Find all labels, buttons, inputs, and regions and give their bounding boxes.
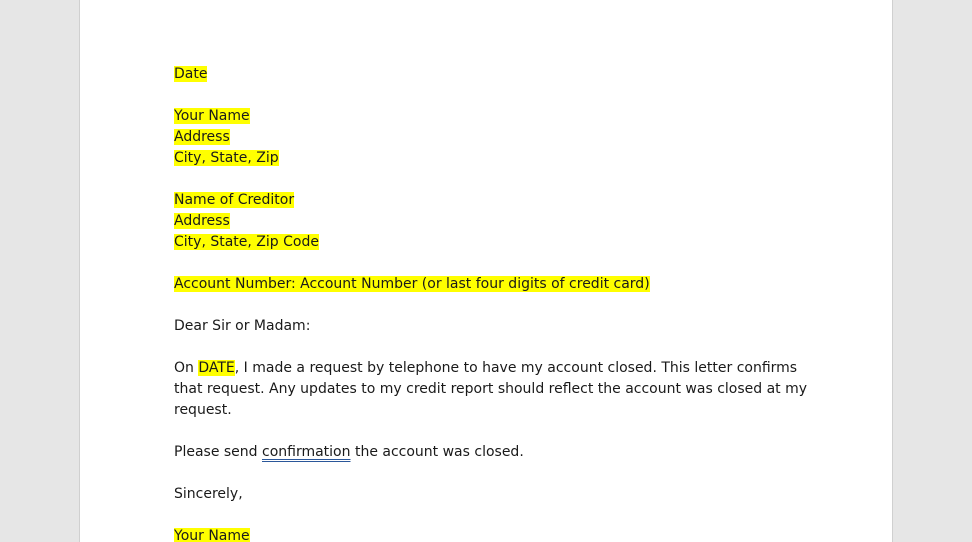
creditor-address[interactable]: Address [174, 213, 230, 229]
sender-block[interactable] [174, 106, 814, 169]
date-paragraph[interactable] [174, 64, 814, 85]
creditor-city-state-zip[interactable]: City, State, Zip Code [174, 234, 319, 250]
sender-city-state-zip[interactable]: City, State, Zip [174, 150, 279, 166]
sender-address[interactable]: Address [174, 129, 230, 145]
date-inline-placeholder[interactable]: DATE [198, 360, 235, 376]
account-paragraph[interactable] [174, 274, 814, 295]
body-paragraph-1[interactable] [174, 358, 814, 421]
creditor-name[interactable]: Name of Creditor [174, 192, 295, 208]
signature-paragraph[interactable] [174, 526, 814, 542]
body-paragraph-2[interactable] [174, 442, 814, 463]
salutation[interactable]: Dear Sir or Madam: [174, 318, 311, 334]
body1-text: , I made a request by telephone to have my account closed. This letter confirms that request. Any updates to my credit report should reflect the account was closed at my request. [174, 360, 808, 418]
letter-body[interactable] [174, 64, 814, 542]
account-number-line[interactable]: Account Number: Account Number (or last four digits of credit card) [174, 276, 650, 292]
signature-name[interactable]: Your Name [174, 528, 250, 542]
sender-name[interactable]: Your Name [174, 108, 250, 124]
creditor-block[interactable] [174, 190, 814, 253]
document-page[interactable] [79, 0, 893, 542]
grammar-flagged-word[interactable]: confirmation [262, 444, 351, 460]
body2-suffix: the account was closed. [350, 444, 524, 460]
body2-prefix: Please send [174, 444, 262, 460]
body1-prefix: On [174, 360, 199, 376]
closing[interactable]: Sincerely, [174, 486, 243, 502]
date-placeholder[interactable]: Date [174, 66, 208, 82]
